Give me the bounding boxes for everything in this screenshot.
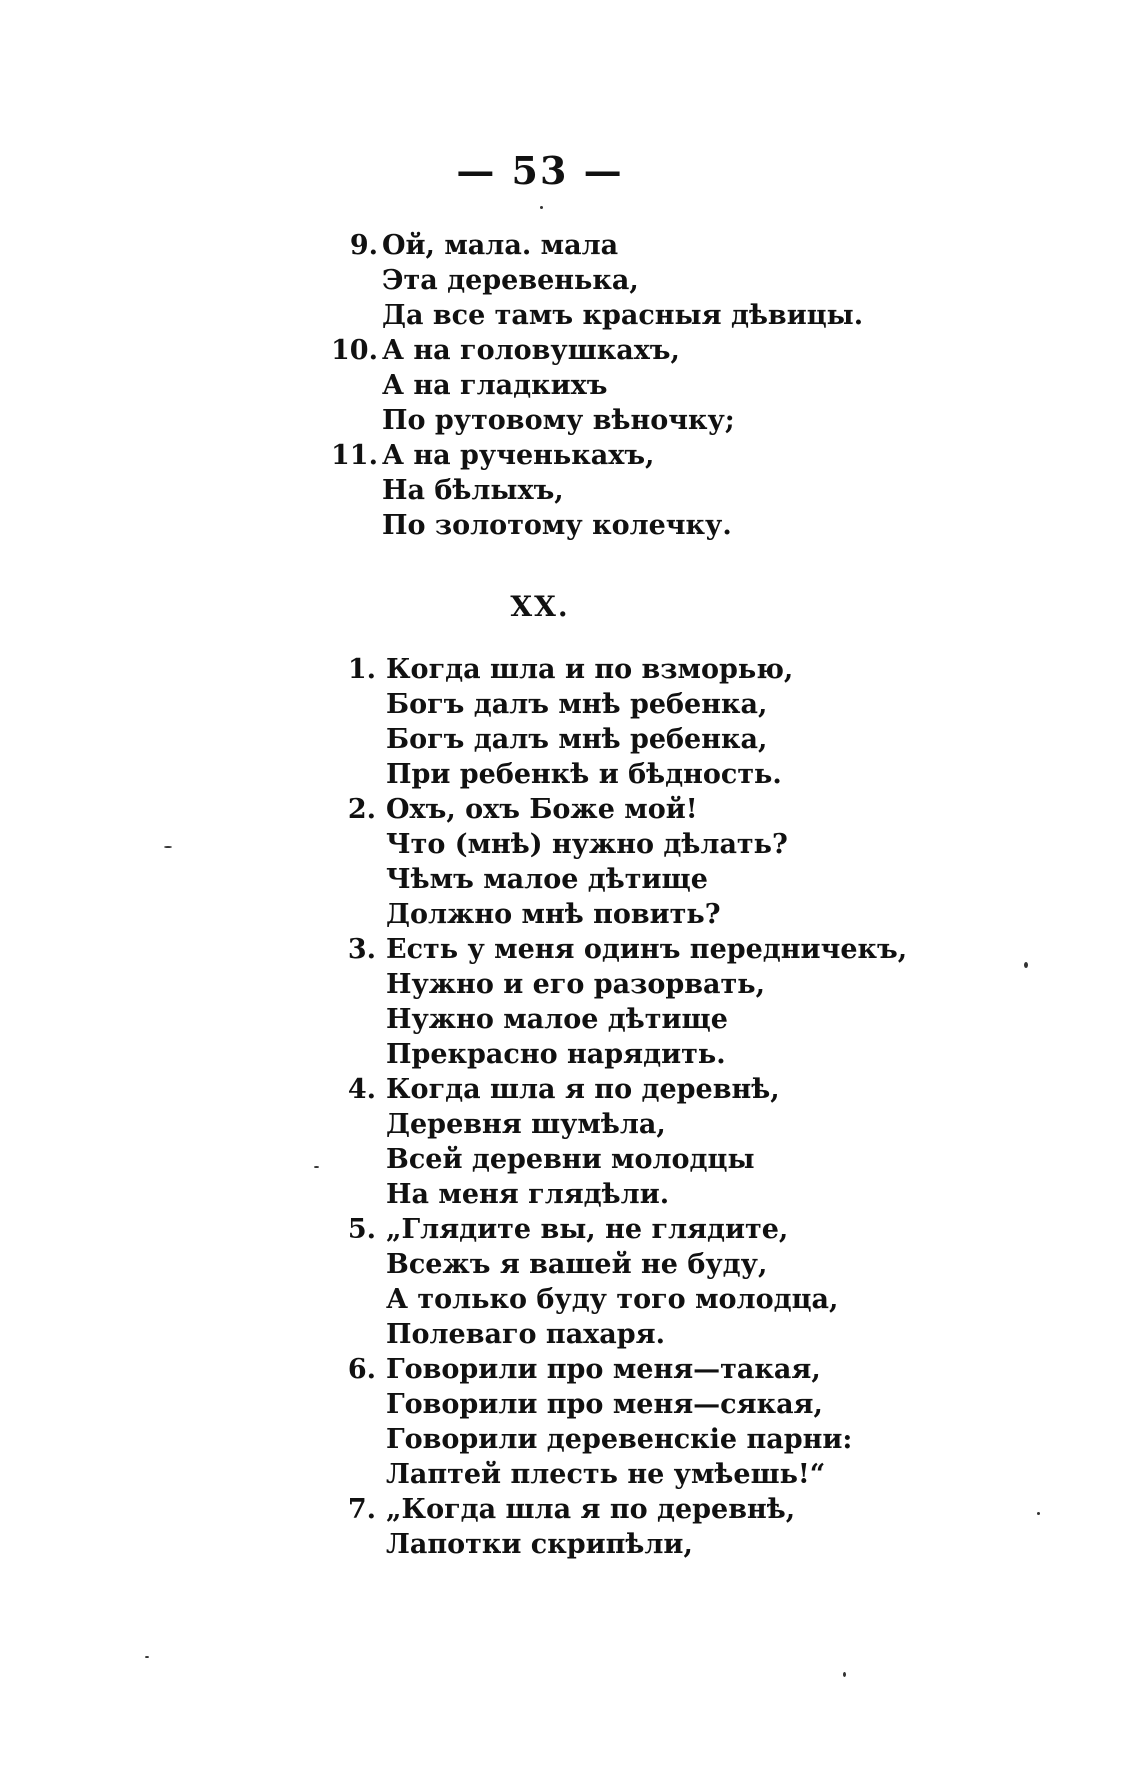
stanza-3-line-1 (0, 932, 1140, 967)
stanza-number: 11. (331, 440, 378, 471)
stanza-6-line-2 (0, 1387, 1140, 1422)
song-xx (0, 652, 1140, 1562)
stanza-number: 5. (347, 1214, 376, 1245)
stanza-2-line-3 (0, 862, 1140, 897)
stanza-1-line-2 (0, 687, 1140, 722)
verse-line: Деревня шумѣла, (386, 1109, 666, 1140)
scan-speck (314, 1166, 319, 1168)
verse-line: На меня глядѣли. (386, 1179, 670, 1210)
stanza-5-line-3 (0, 1282, 1140, 1317)
verse-line: Охъ, охъ Боже мой! (386, 794, 698, 825)
verse-line: А только буду того молодца, (386, 1284, 839, 1315)
verse-line: Должно мнѣ повить? (386, 899, 721, 930)
verse-line: Есть у меня одинъ передничекъ, (386, 934, 908, 965)
stanza-6-line-3 (0, 1422, 1140, 1457)
scan-speck (540, 206, 543, 209)
page-number: — 53 — (456, 148, 624, 193)
verse-line: Нужно малое дѣтище (386, 1004, 728, 1035)
verse-line: Прекрасно нарядить. (386, 1039, 726, 1070)
continued-song (0, 228, 1140, 543)
stanza-7-line-1 (0, 1492, 1140, 1527)
stanza-2-line-4 (0, 897, 1140, 932)
section-heading: XX. (510, 590, 570, 623)
verse-line: По рутовому вѣночку; (382, 405, 735, 436)
stanza-number: 2. (347, 794, 376, 825)
stanza-11-line-3 (0, 508, 1140, 543)
stanza-number: 9. (349, 230, 378, 261)
verse-line: Когда шла я по деревнѣ, (386, 1074, 780, 1105)
stanza-4-line-4 (0, 1177, 1140, 1212)
verse-line: Говорили про меня—такая, (386, 1354, 821, 1385)
verse-line: Богъ далъ мнѣ ребенка, (386, 724, 768, 755)
verse-line: Лаптей плесть не умѣешь!“ (386, 1459, 826, 1490)
stanza-11-line-2 (0, 473, 1140, 508)
stanza-number: 4. (347, 1074, 376, 1105)
verse-line: Чѣмъ малое дѣтище (386, 864, 708, 895)
stanza-number: 7. (347, 1494, 376, 1525)
stanza-2-line-2 (0, 827, 1140, 862)
scan-speck (843, 1672, 846, 1677)
stanza-5-line-1 (0, 1212, 1140, 1247)
verse-line: Что (мнѣ) нужно дѣлать? (386, 829, 788, 860)
stanza-11-line-1 (0, 438, 1140, 473)
verse-line: Ой, мала. мала (382, 230, 619, 261)
stanza-4-line-2 (0, 1107, 1140, 1142)
verse-line: Полеваго пахаря. (386, 1319, 666, 1350)
stanza-6-line-1 (0, 1352, 1140, 1387)
verse-line: По золотому колечку. (382, 510, 732, 541)
stanza-3-line-4 (0, 1037, 1140, 1072)
verse-line: Богъ далъ мнѣ ребенка, (386, 689, 768, 720)
verse-line: „Глядите вы, не глядите, (386, 1214, 789, 1245)
verse-line: Говорили про меня—сякая, (386, 1389, 823, 1420)
stanza-1-line-4 (0, 757, 1140, 792)
stanza-10-line-2 (0, 368, 1140, 403)
verse-line: Лапотки скрипѣли, (386, 1529, 693, 1560)
stanza-10-line-3 (0, 403, 1140, 438)
verse-line: Да все тамъ красныя дѣвицы. (382, 300, 864, 331)
stanza-1-line-1 (0, 652, 1140, 687)
verse-line: „Когда шла я по деревнѣ, (386, 1494, 796, 1525)
scan-speck (164, 846, 172, 848)
verse-line: А на гладкихъ (382, 370, 608, 401)
stanza-5-line-2 (0, 1247, 1140, 1282)
stanza-4-line-3 (0, 1142, 1140, 1177)
stanza-3-line-3 (0, 1002, 1140, 1037)
stanza-1-line-3 (0, 722, 1140, 757)
stanza-5-line-4 (0, 1317, 1140, 1352)
verse-line: На бѣлыхъ, (382, 475, 564, 506)
scan-speck (145, 1656, 149, 1658)
stanza-3-line-2 (0, 967, 1140, 1002)
stanza-number: 3. (347, 934, 376, 965)
verse-line: Всей деревни молодцы (386, 1144, 755, 1175)
verse-line: Когда шла и по взморью, (386, 654, 794, 685)
scan-speck (1037, 1512, 1040, 1515)
stanza-10-line-1 (0, 333, 1140, 368)
stanza-number: 1. (347, 654, 376, 685)
verse-line: При ребенкѣ и бѣдность. (386, 759, 782, 790)
verse-line: Нужно и его разорвать, (386, 969, 765, 1000)
stanza-2-line-1 (0, 792, 1140, 827)
verse-line: А на рученькахъ, (382, 440, 655, 471)
stanza-9-line-3 (0, 298, 1140, 333)
stanza-number: 6. (347, 1354, 376, 1385)
stanza-4-line-1 (0, 1072, 1140, 1107)
verse-line: А на головушкахъ, (382, 335, 680, 366)
stanza-9-line-1 (0, 228, 1140, 263)
verse-line: Эта деревенька, (382, 265, 639, 296)
verse-line: Всежъ я вашей не буду, (386, 1249, 768, 1280)
scan-speck (1024, 962, 1028, 968)
stanza-9-line-2 (0, 263, 1140, 298)
stanza-number: 10. (331, 335, 378, 366)
stanza-6-line-4 (0, 1457, 1140, 1492)
verse-line: Говорили деревенскіе парни: (386, 1424, 853, 1455)
stanza-7-line-2 (0, 1527, 1140, 1562)
